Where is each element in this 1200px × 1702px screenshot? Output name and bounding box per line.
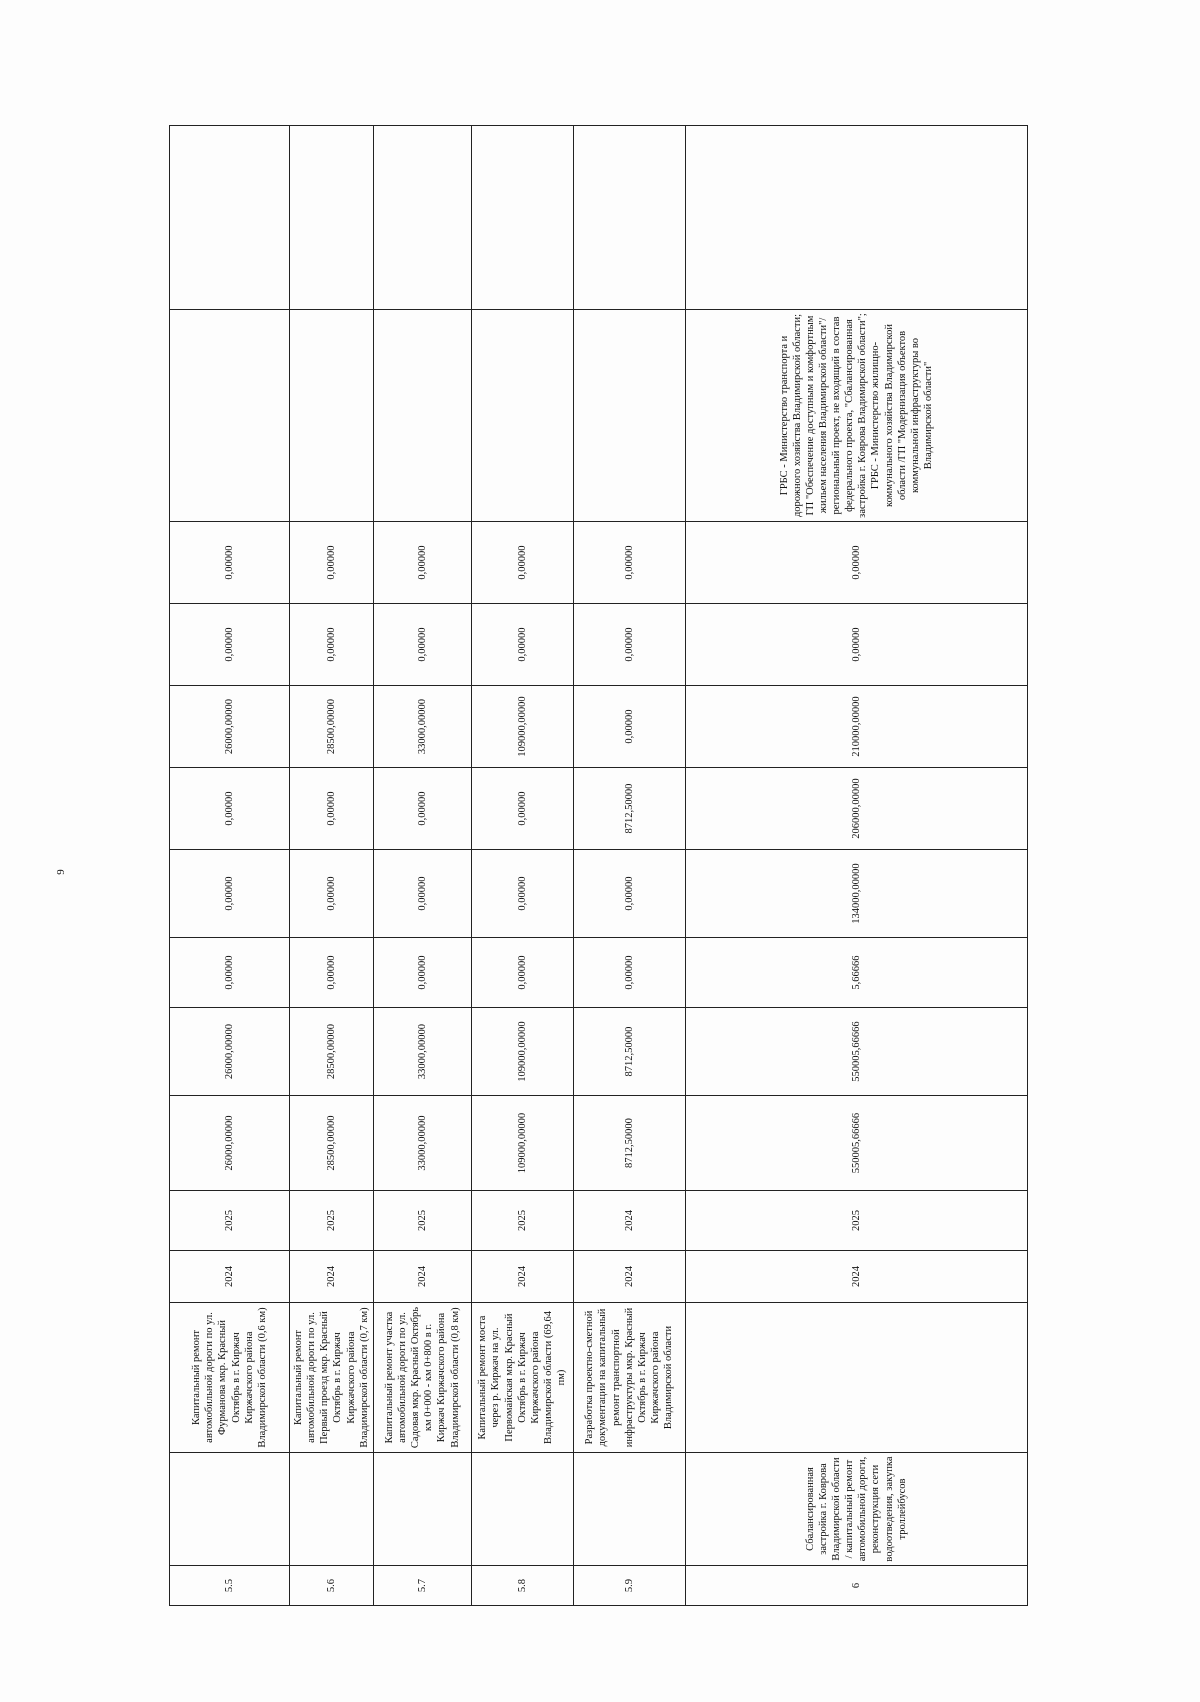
total-cost-2: 26000,00000 <box>170 1008 290 1096</box>
fund-col-1: 0,00000 <box>573 938 685 1008</box>
row-number: 5.7 <box>373 1566 471 1606</box>
fund-col-5: 0,00000 <box>170 604 290 686</box>
total-cost-2: 8712,50000 <box>573 1008 685 1096</box>
total-cost-2: 33000,00000 <box>373 1008 471 1096</box>
page-number: 9 <box>54 869 67 875</box>
end-year: 2025 <box>685 1191 1027 1251</box>
empty-cell <box>170 126 290 310</box>
row-number: 5.8 <box>471 1566 573 1606</box>
group-name <box>471 1453 573 1566</box>
responsible: ГРБС - Министерство транспорта и дорожного хозяйства Владимирской области; ГП "Обеспечение доступным и комфортным жильем населения Владимирской области"/региональный проект, не входящий в состав федерального проекта, "Сбалансированная застройка г. Коврова Владимирской области"; ГРБС - Министерство жилищно-коммунального хозяйства Владимирской области /ГП "Модернизация объектов коммунальной инфраструктуры во Владимирской области" <box>685 310 1027 522</box>
object-name <box>685 1303 1027 1453</box>
total-cost: 550005,66666 <box>685 1096 1027 1191</box>
group-name <box>573 1453 685 1566</box>
group-name <box>290 1453 374 1566</box>
table-row <box>471 126 573 1606</box>
total-cost: 109000,00000 <box>471 1096 573 1191</box>
fund-col-2: 0,00000 <box>170 850 290 938</box>
empty-cell <box>471 126 573 310</box>
fund-col-4: 109000,00000 <box>471 686 573 768</box>
fund-col-5: 0,00000 <box>471 604 573 686</box>
fund-col-4: 0,00000 <box>573 686 685 768</box>
group-name <box>373 1453 471 1566</box>
end-year: 2025 <box>290 1191 374 1251</box>
object-name: Капитальный ремонт автомобильной дороги по ул. Первый проезд мкр. Красный Октябрь в г. Киржач Киржачского района Владимирской области (0,7 км) <box>290 1303 374 1453</box>
fund-col-5: 0,00000 <box>685 604 1027 686</box>
object-name: Разработка проектно-сметной документации на капитальный ремонт транспортной инфраструктуры мкр. Красный Октябрь в г. Киржач Киржачского района Владимирской области <box>573 1303 685 1453</box>
fund-col-1: 0,00000 <box>290 938 374 1008</box>
fund-col-5: 0,00000 <box>290 604 374 686</box>
empty-cell <box>685 126 1027 310</box>
row-number: 5.5 <box>170 1566 290 1606</box>
start-year: 2024 <box>170 1251 290 1303</box>
end-year: 2024 <box>573 1191 685 1251</box>
object-name: Капитальный ремонт моста через р. Киржач на ул. Первомайская мкр. Красный Октябрь в г. Киржач Киржачского района Владимирской области (69,64 пм) <box>471 1303 573 1453</box>
table-row <box>170 126 290 1606</box>
responsible <box>170 310 290 522</box>
fund-col-3: 0,00000 <box>170 768 290 850</box>
responsible <box>573 310 685 522</box>
start-year: 2024 <box>471 1251 573 1303</box>
responsible <box>373 310 471 522</box>
fund-col-3: 8712,50000 <box>573 768 685 850</box>
fund-col-6: 0,00000 <box>685 522 1027 604</box>
object-name: Капитальный ремонт участка автомобильной дороги по ул. Садовая мкр. Красный Октябрь км 0+000 - км 0+800 в г. Киржач Киржачского района Владимирской области (0,8 км) <box>373 1303 471 1453</box>
funding-table <box>169 125 1028 1606</box>
total-cost-2: 550005,66666 <box>685 1008 1027 1096</box>
total-cost: 26000,00000 <box>170 1096 290 1191</box>
empty-cell <box>373 126 471 310</box>
table-row <box>290 126 374 1606</box>
fund-col-3: 0,00000 <box>373 768 471 850</box>
table-row <box>373 126 471 1606</box>
fund-col-1: 0,00000 <box>373 938 471 1008</box>
fund-col-2: 0,00000 <box>290 850 374 938</box>
rotated-table-container <box>169 126 1025 1606</box>
end-year: 2025 <box>471 1191 573 1251</box>
total-cost-2: 28500,00000 <box>290 1008 374 1096</box>
fund-col-4: 33000,00000 <box>373 686 471 768</box>
fund-col-1: 0,00000 <box>471 938 573 1008</box>
fund-col-3: 0,00000 <box>290 768 374 850</box>
fund-col-3: 206000,00000 <box>685 768 1027 850</box>
responsible <box>471 310 573 522</box>
group-name <box>170 1453 290 1566</box>
fund-col-2: 0,00000 <box>471 850 573 938</box>
table-row <box>573 126 685 1606</box>
empty-cell <box>573 126 685 310</box>
total-cost-2: 109000,00000 <box>471 1008 573 1096</box>
fund-col-2: 134000,00000 <box>685 850 1027 938</box>
fund-col-4: 28500,00000 <box>290 686 374 768</box>
fund-col-6: 0,00000 <box>373 522 471 604</box>
row-number: 6 <box>685 1566 1027 1606</box>
start-year: 2024 <box>685 1251 1027 1303</box>
total-cost: 28500,00000 <box>290 1096 374 1191</box>
fund-col-2: 0,00000 <box>373 850 471 938</box>
fund-col-6: 0,00000 <box>573 522 685 604</box>
fund-col-1: 0,00000 <box>170 938 290 1008</box>
group-name: Сбалансированная застройка г. Коврова Владимирской области / капитальный ремонт автомобильной дороги, реконструкция сети водоотведения, закупка троллейбусов <box>685 1453 1027 1566</box>
fund-col-1: 5,66666 <box>685 938 1027 1008</box>
start-year: 2024 <box>290 1251 374 1303</box>
fund-col-5: 0,00000 <box>573 604 685 686</box>
fund-col-6: 0,00000 <box>290 522 374 604</box>
responsible <box>290 310 374 522</box>
end-year: 2025 <box>170 1191 290 1251</box>
start-year: 2024 <box>373 1251 471 1303</box>
end-year: 2025 <box>373 1191 471 1251</box>
row-number: 5.6 <box>290 1566 374 1606</box>
fund-col-6: 0,00000 <box>471 522 573 604</box>
table-row <box>685 126 1027 1606</box>
fund-col-4: 210000,00000 <box>685 686 1027 768</box>
total-cost: 33000,00000 <box>373 1096 471 1191</box>
fund-col-6: 0,00000 <box>170 522 290 604</box>
object-name: Капитальный ремонт автомобильной дороги по ул. Фурманова мкр. Красный Октябрь в г. Киржач Киржачского района Владимирской области (0,6 км) <box>170 1303 290 1453</box>
empty-cell <box>290 126 374 310</box>
fund-col-5: 0,00000 <box>373 604 471 686</box>
total-cost: 8712,50000 <box>573 1096 685 1191</box>
fund-col-3: 0,00000 <box>471 768 573 850</box>
row-number: 5.9 <box>573 1566 685 1606</box>
fund-col-4: 26000,00000 <box>170 686 290 768</box>
start-year: 2024 <box>573 1251 685 1303</box>
fund-col-2: 0,00000 <box>573 850 685 938</box>
